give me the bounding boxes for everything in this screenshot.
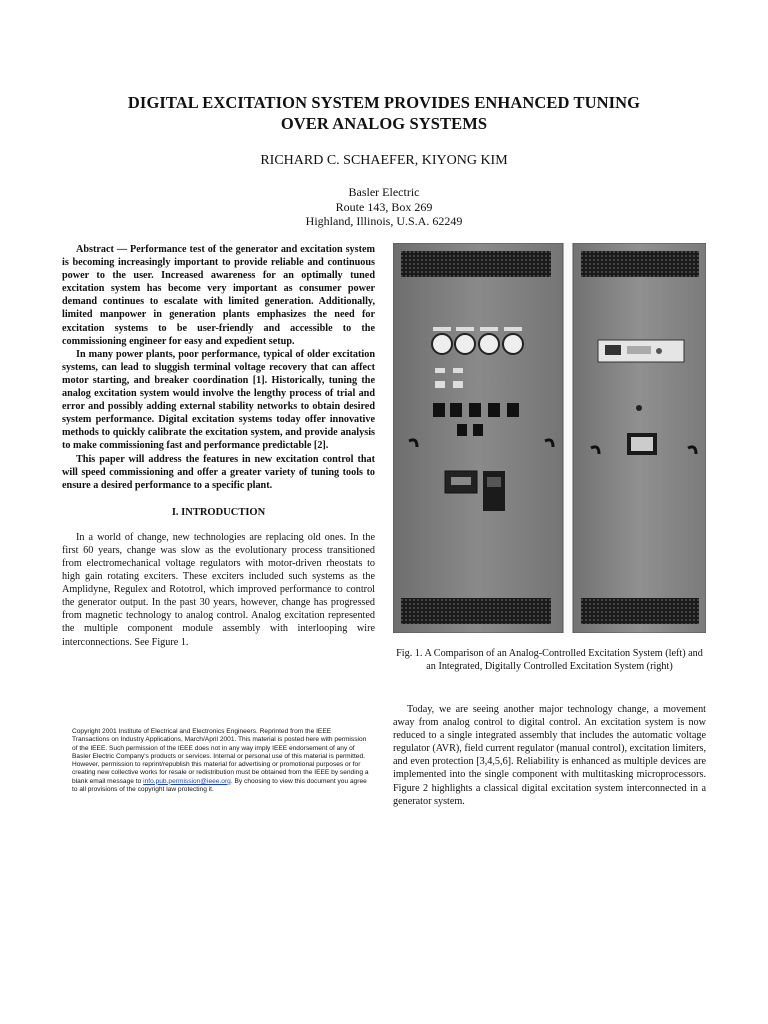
excitation-cabinets-photo (393, 243, 706, 633)
analog-cabinet (393, 243, 563, 633)
affiliation-line-3: Highland, Illinois, U.S.A. 62249 (305, 214, 463, 228)
digital-cabinet (573, 243, 706, 633)
abstract (62, 243, 375, 492)
abstract-paragraph-3: This paper will address the features in new excitation control that will speed commissioning and offer a greater variety of tuning tools to ensure a desired performance to a specific plant. (62, 453, 375, 491)
affiliation (60, 185, 708, 229)
copyright-text: Copyright 2001 Institute of Electrical and Electronics Engineers. Reprinted from the IEEE Transactions on Industry Applications, March/April 2001. This material is posted here with permission of the IEEE. Such permission of the IEEE does not in any way imply IEEE endorsement of any of Basler Electric Company's products or services. Internal or personal use of this material is permitted. However, permission to reprint/republish this material for advertising or promotional purposes or for creating new collective works for resale or redistribution must be obtained from the IEEE by sending a blank email message to (72, 728, 369, 785)
title-line-1: DIGITAL EXCITATION SYSTEM PROVIDES ENHANCED TUNING (127, 93, 641, 112)
introduction-body (62, 531, 375, 649)
paper-title (60, 92, 708, 134)
introduction-paragraph-1: In a world of change, new technologies are replacing old ones. In the first 60 years, change was slow as the evolutionary process transitioned from electromechanical voltage regulators with motor-driven rheostats to high gain rotating exciters. These exciters included such systems as the Amplidyne, Regulex and Rototrol, which improved performance to control the generator output. In the past 30 years, however, change has progressed from magnetic technology to analog control. Analog excitation represented the multiple component module assembly with interlooping wire interconnections. See Figure 1. (62, 531, 375, 648)
right-paragraph-1: Today, we are seeing another major technology change, a movement away from analog control to digital control. An excitation system is now reduced to a single integrated assembly that includes the automatic voltage regulator (AVR), field current regulator (manual control), excitation limiters, and even protection [3,4,5,6]. Reliability is enhanced as multiple devices are implemented into the single component with multitasking microprocessors. Figure 2 highlights a classical digital excitation system interconnected in a generator system. (393, 704, 706, 807)
affiliation-line-2: Route 143, Box 269 (335, 199, 433, 214)
section-heading-introduction: I. INTRODUCTION (171, 506, 266, 518)
affiliation-line-1: Basler Electric (348, 185, 420, 199)
copyright-text-end: . By choosing to view this document you agree to all provisions of the copyright law protecting it. (72, 777, 367, 794)
authors: RICHARD C. SCHAEFER, KIYONG KIM (260, 153, 508, 168)
left-column (62, 243, 375, 649)
figure-1-caption: Fig. 1. A Comparison of an Analog-Controlled Excitation System (left) and an Integrated, Digitally Controlled Excitation System (right) (396, 648, 703, 672)
right-column-body (393, 703, 706, 808)
figure-1-photo (393, 243, 706, 633)
title-line-2: OVER ANALOG SYSTEMS (280, 114, 488, 133)
abstract-paragraph-1: Abstract — Performance test of the generator and excitation system is becoming increasingly important to provide reliable and continuous power to the user. Increased awareness for an optimally tuned excitation system has become very important as consumer power demand continues to escalate with limited generation. Additionally, limited manpower in generation plants emphasizes the need for excitation systems to be user-friendly and accessible to the commissioning engineer for easy and expedient setup. (62, 244, 375, 347)
copyright-notice (72, 728, 370, 794)
abstract-paragraph-2: In many power plants, poor performance, typical of older excitation systems, can lead to sluggish terminal voltage recovery that can affect motor starting, and breaker coordination [1]. Historically, tuning the analog excitation system would involve the lengthy process of trial and error and possibly adding external stability networks to obtain desired system performance. Digital excitation systems today offer innovative methods to quickly calibrate the excitation system, and provide analysis to make commissioning fast and performance predictable [2]. (62, 348, 375, 452)
permission-email-link[interactable]: info.pub.permission@ieee.org (143, 777, 231, 785)
